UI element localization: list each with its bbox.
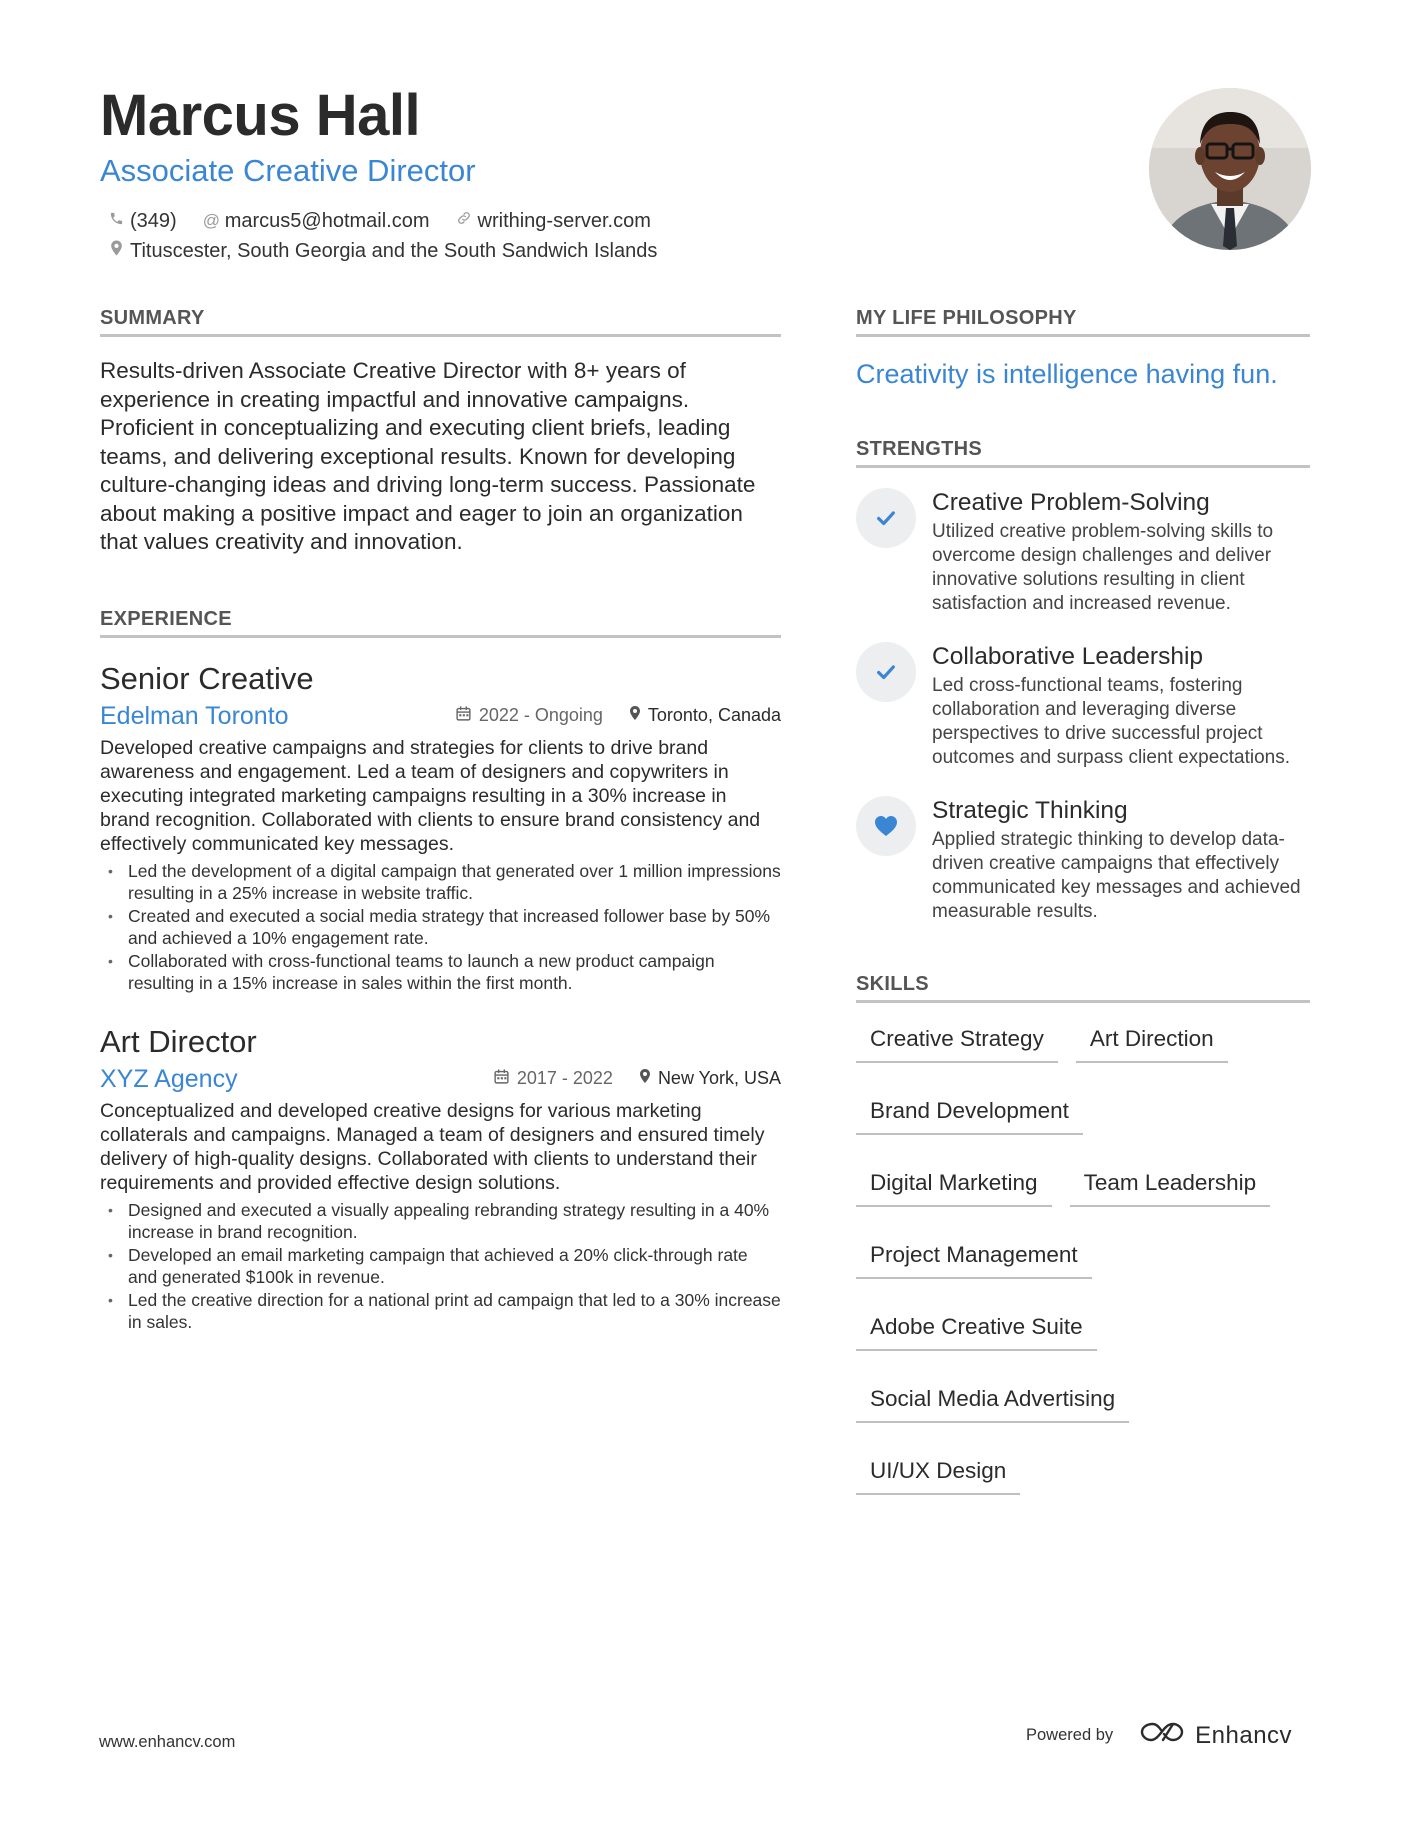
skill-tag: Art Direction xyxy=(1076,1019,1228,1063)
achievement-item: • Led the development of a digital campaign that generated over 1 million impressions resulting in a 25% increase in website traffic. xyxy=(100,860,781,905)
strength-item xyxy=(856,642,1310,770)
strength-description: Applied strategic thinking to develop data-driven creative campaigns that effectively communicated key messages and achieved measurable results. xyxy=(932,829,1301,922)
job-title: Art Director xyxy=(100,1023,257,1059)
skill-tag: Adobe Creative Suite xyxy=(856,1307,1097,1351)
brand-logo[interactable] xyxy=(1139,1720,1292,1751)
achievement-item: • Designed and executed a visually appealing rebranding strategy resulting in a 40% increase in brand recognition. xyxy=(100,1199,781,1244)
check-icon xyxy=(856,488,916,548)
summary-heading: SUMMARY xyxy=(100,306,781,337)
email-contact[interactable] xyxy=(203,206,430,236)
phone-icon xyxy=(108,206,124,236)
strengths-section xyxy=(856,437,1310,924)
calendar-icon xyxy=(493,1068,510,1090)
job-entry xyxy=(100,660,781,995)
check-icon xyxy=(856,642,916,702)
heart-icon xyxy=(856,796,916,856)
strengths-heading: STRENGTHS xyxy=(856,437,1310,468)
skill-tag: Project Management xyxy=(856,1235,1092,1279)
philosophy-section xyxy=(856,306,1310,391)
job-dates-text: 2022 - Ongoing xyxy=(478,705,603,725)
strength-title: Creative Problem-Solving xyxy=(932,489,1210,516)
phone-text: (349) xyxy=(130,210,177,232)
map-pin-icon xyxy=(639,1068,651,1089)
skill-tag: Team Leadership xyxy=(1070,1163,1271,1207)
job-location xyxy=(639,1068,781,1089)
job-dates-text: 2017 - 2022 xyxy=(516,1068,613,1088)
experience-section xyxy=(100,607,781,1334)
contact-info xyxy=(108,206,657,266)
skill-tag: Social Media Advertising xyxy=(856,1379,1129,1423)
philosophy-quote: Creativity is intelligence having fun. xyxy=(856,359,1278,389)
company-name: Edelman Toronto xyxy=(100,701,289,730)
job-entry xyxy=(100,1023,781,1334)
strength-item xyxy=(856,488,1310,616)
at-sign-icon: @ xyxy=(202,211,220,230)
strength-description: Utilized creative problem-solving skills to overcome design challenges and deliver innovative solutions resulting in client satisfaction and increased revenue. xyxy=(932,521,1274,614)
strength-description: Led cross-functional teams, fostering collaboration and leveraging diverse perspectives to drive successful project outcomes and surpass client expectations. xyxy=(932,675,1291,768)
job-title: Senior Creative xyxy=(100,660,314,696)
skills-section xyxy=(856,972,1310,1495)
strength-title: Collaborative Leadership xyxy=(932,643,1204,670)
job-achievements xyxy=(100,860,781,995)
brand-name: Enhancv xyxy=(1195,1721,1293,1749)
job-description: Developed creative campaigns and strategies for clients to drive brand awareness and engagement. Led a team of designers and copywriters in executing integrated marketing campaigns resulting in a 30% increase in brand recognition. Collaborated with clients to ensure brand consistency and effectively communicated key messages. xyxy=(100,736,761,855)
job-achievements xyxy=(100,1199,781,1334)
summary-text: Results-driven Associate Creative Director with 8+ years of experience in creating impactful and innovative campaigns. Proficient in conceptualizing and executing client briefs, leading teams, and delivering exceptional results. Known for developing culture-changing ideas and driving long-term success. Passionate about making a positive impact and eager to join an organization that values creativity and innovation. xyxy=(100,358,756,554)
skill-tag: Brand Development xyxy=(856,1091,1083,1135)
experience-heading: EXPERIENCE xyxy=(100,607,781,638)
skills-heading: SKILLS xyxy=(856,972,1310,1003)
phone-contact xyxy=(108,206,177,236)
achievement-item: • Created and executed a social media strategy that increased follower base by 50% and achieved a 10% engagement rate. xyxy=(100,905,781,950)
philosophy-heading: MY LIFE PHILOSOPHY xyxy=(856,306,1310,337)
skill-list xyxy=(856,1019,1310,1495)
summary-section xyxy=(100,306,781,557)
job-dates xyxy=(455,705,603,727)
candidate-name: Marcus Hall xyxy=(100,83,421,148)
powered-by-label: Powered by xyxy=(1026,1726,1114,1744)
job-location-text: Toronto, Canada xyxy=(647,705,781,725)
profile-photo xyxy=(1149,88,1311,250)
left-column xyxy=(100,306,781,1334)
strength-item xyxy=(856,796,1310,924)
job-location-text: New York, USA xyxy=(657,1068,781,1088)
skill-tag: Digital Marketing xyxy=(856,1163,1052,1207)
calendar-icon xyxy=(455,705,472,727)
job-location xyxy=(629,705,781,726)
right-column xyxy=(856,306,1310,1495)
job-dates xyxy=(493,1068,613,1090)
job-description: Conceptualized and developed creative designs for various marketing collaterals and campaigns. Managed a team of designers and ensured timely delivery of high-quality designs. Collaborated with clients to understand their requirements and provided effective design solutions. xyxy=(100,1099,765,1194)
location-text: Tituscester, South Georgia and the South Sandwich Islands xyxy=(130,240,658,262)
achievement-item: • Developed an email marketing campaign that achieved a 20% click-through rate and generated $100k in revenue. xyxy=(100,1244,781,1289)
link-icon xyxy=(456,206,472,236)
website-contact[interactable] xyxy=(456,206,651,236)
map-pin-icon xyxy=(108,236,124,266)
website-text[interactable]: writhing-server.com xyxy=(477,210,651,232)
achievement-item: • Led the creative direction for a national print ad campaign that led to a 30% increase in sales. xyxy=(100,1289,781,1334)
email-text[interactable]: marcus5@hotmail.com xyxy=(224,210,430,232)
company-name: XYZ Agency xyxy=(100,1064,238,1093)
strength-title: Strategic Thinking xyxy=(932,797,1128,824)
location-contact xyxy=(108,236,657,266)
map-pin-icon xyxy=(629,705,641,726)
achievement-item: • Collaborated with cross-functional teams to launch a new product campaign resulting in a 15% increase in sales within the first month. xyxy=(100,950,781,995)
candidate-title: Associate Creative Director xyxy=(100,153,476,188)
enhancv-logo-icon xyxy=(1139,1720,1185,1751)
skill-tag: UI/UX Design xyxy=(856,1451,1020,1495)
footer-branding xyxy=(1026,1720,1292,1751)
footer-website[interactable]: www.enhancv.com xyxy=(99,1733,236,1751)
skill-tag: Creative Strategy xyxy=(856,1019,1058,1063)
